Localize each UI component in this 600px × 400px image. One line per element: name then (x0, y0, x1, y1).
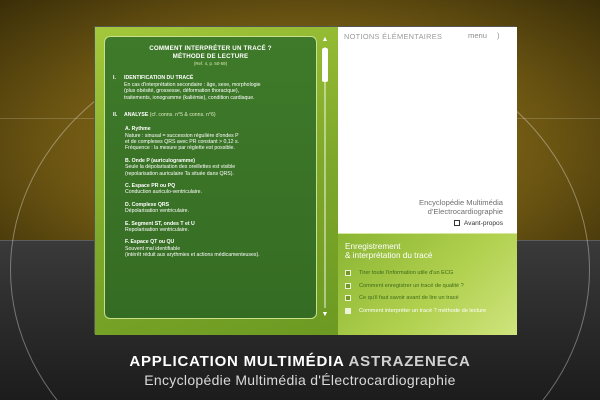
avant-propos-label: Avant-propos (463, 220, 503, 227)
caption-brand: ASTRAZENECA (348, 353, 471, 370)
topic-bullet-icon (345, 295, 351, 301)
section-line: traitements, ionogramme (kaliémie), condition cardiaque. (124, 94, 255, 101)
analysis-item-heading: A. Rythme (125, 126, 151, 133)
topic-bullet-icon (345, 308, 351, 314)
analysis-item-pr (125, 183, 308, 196)
analysis-item-heading: D. Complexe QRS (125, 201, 170, 208)
scroll-track[interactable] (324, 47, 326, 308)
analysis-item-line: Conduction auriculo-ventriculaire. (125, 189, 202, 196)
analysis-item-line: Seule la dépolarisation des oreillettes est visible (125, 164, 236, 171)
section-heading: ANALYSE (124, 111, 149, 118)
app-window (94, 26, 516, 334)
section-analyse (113, 112, 308, 119)
chapter-topic-item[interactable] (345, 283, 513, 296)
card-reference: (Ref. 4, p. 50-59) (193, 61, 228, 67)
avant-propos-checkbox-icon[interactable] (454, 220, 460, 226)
card-title-line2: MÉTHODE DE LECTURE (172, 52, 249, 60)
analysis-item-line: Repolarisation ventriculaire. (125, 227, 190, 234)
analysis-item-line: Souvent mal identifiable (125, 245, 181, 252)
topic-bullet-icon (345, 283, 351, 289)
topic-bullet-icon (345, 270, 351, 276)
section-line: (plus obésité, grossesse, déformation thoracique), (124, 88, 240, 95)
analysis-item-line: (repolarisation auriculaire Ta située dans QRS). (125, 170, 234, 177)
chapter-topic-label[interactable]: Ce qu'il faut savoir avant de lire un tracé (359, 295, 459, 302)
section-number: II. (113, 111, 118, 118)
chapter-title (345, 242, 432, 261)
section-line: En cas d'interprétation secondaire : âge, sexe, morphologie (124, 81, 261, 88)
analysis-item-line: Fréquence : la mesure par réglette est possible. (125, 145, 235, 152)
section-heading: IDENTIFICATION DU TRACÉ (124, 75, 194, 82)
analysis-item-heading: B. Onde P (auriculogramme) (125, 157, 195, 164)
chapter-topic-item-active[interactable] (345, 308, 513, 321)
card-scrollbar[interactable] (321, 36, 329, 319)
menu-button[interactable]: menu (468, 31, 487, 40)
content-pane (95, 27, 338, 335)
analysis-item-line: (intérêt réduit aux arythmies et actions médicamenteuses). (125, 252, 260, 259)
analysis-item-qrs (125, 202, 308, 215)
analysis-item-heading: E. Segment ST, ondes T et U (125, 220, 195, 227)
scroll-down-icon[interactable]: ▼ (321, 311, 329, 318)
notions-panel (338, 27, 517, 233)
chapter-topic-item[interactable] (345, 270, 513, 283)
scroll-up-icon[interactable]: ▲ (321, 36, 329, 43)
caption-subtitle: Encyclopédie Multimédia d'Électrocardiographie (144, 372, 456, 388)
chapter-panel (338, 233, 517, 335)
card-title-line1: COMMENT INTERPRÉTER UN TRACÉ ? (149, 45, 272, 52)
chapter-topic-label[interactable]: Comment enregistrer un tracé de qualité ? (359, 282, 464, 289)
encyclopedia-title (419, 198, 503, 216)
analysis-item-heading: C. Espace PR ou PQ (125, 183, 176, 189)
caption-title (0, 353, 600, 370)
encyclopedia-title-line2: d'Electrocardiographie (427, 207, 503, 216)
analysis-item-onde-p (125, 158, 308, 177)
notions-elementaires-link[interactable]: NOTIONS ÉLÉMENTAIRES (344, 32, 443, 41)
section-heading-note: (cf. conns. n°5 & conns. n°6) (149, 111, 216, 118)
analysis-item-line: et de complexes QRS avec PR constant > 0,12 s. (125, 138, 240, 145)
avant-propos-link[interactable] (454, 220, 503, 227)
chapter-topic-label[interactable]: Comment interpréter un tracé ? méthode de lecture (359, 307, 487, 314)
analysis-item-line: Dépolarisation ventriculaire. (125, 208, 190, 215)
analysis-item-heading: F. Espace QT ou QU (125, 239, 175, 246)
chapter-title-line1: Enregistrement (345, 242, 401, 251)
reading-method-card (104, 36, 317, 319)
analysis-item-line: Nature : sinusal = succession régulière d'ondes P (125, 132, 239, 139)
encyclopedia-title-line1: Encyclopédie Multimédia (419, 198, 503, 207)
chapter-topic-item[interactable] (345, 295, 513, 308)
section-identification (113, 75, 308, 101)
section-number: I. (113, 75, 116, 82)
scroll-thumb[interactable] (322, 48, 328, 82)
chapter-topic-list (345, 270, 513, 320)
card-title (105, 45, 316, 60)
chapter-topic-label[interactable]: Tirer toute l'information utile d'un ECG (359, 270, 454, 276)
chapter-title-line2: & interprétation du tracé (345, 251, 433, 261)
menu-paren-glyph: ) (497, 31, 500, 40)
analysis-item-rythme (125, 126, 308, 152)
analysis-item-st (125, 221, 308, 234)
analysis-item-qt (125, 239, 308, 258)
caption-title-main: APPLICATION MULTIMÉDIA (129, 353, 345, 370)
